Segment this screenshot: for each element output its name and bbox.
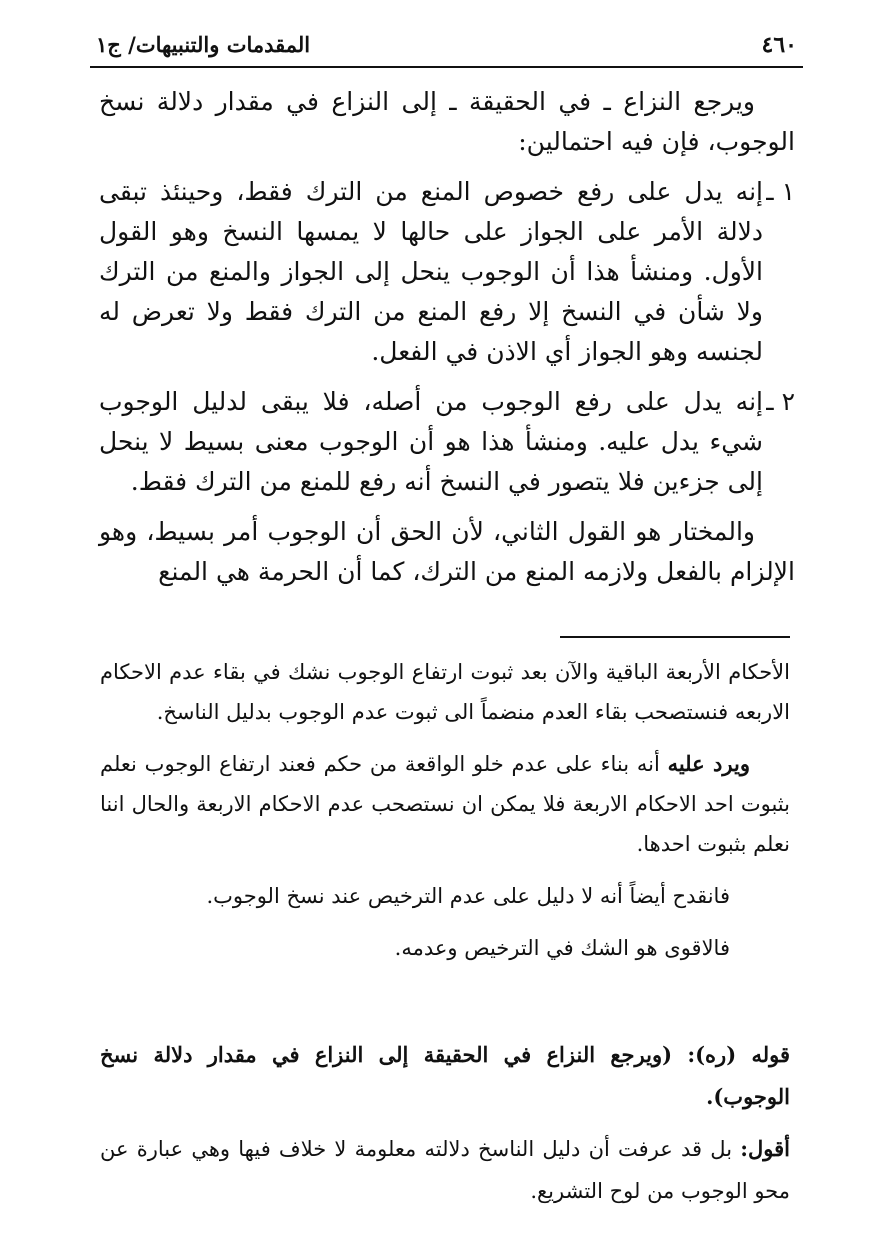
note-paragraph-4: فالاقوى هو الشك في الترخيص وعدمه.: [394, 936, 730, 960]
intro-paragraph: ويرجع النزاع ـ في الحقيقة ـ إلى النزاع في مقدار دلالة نسخ الوجوب، فإن فيه احتمالين:: [99, 87, 795, 156]
note-paragraph-2: [100, 744, 790, 864]
note-paragraph-1: الأحكام الأربعة الباقية والآن بعد ثبوت ارتفاع الوجوب نشك في بقاء عدم الاحكام الاربعه فنستصحب بقاء العدم منضماً الى ثبوت عدم الوجوب بدليل الناسخ.: [100, 660, 790, 724]
note-2-lead: ويرد عليه: [667, 751, 750, 776]
running-title: المقدمات والتنبيهات/ ج١: [96, 32, 311, 57]
numbered-item-2: [99, 382, 795, 502]
page-header: [90, 30, 803, 68]
item-2-text: إنه يدل على رفع الوجوب من أصله، فلا يبقى لدليل الوجوب شيء يدل عليه. ومنشأ هذا هو أن الوجوب معنى بسيط لا ينحل إلى جزءين فلا يتصور في النسخ أنه رفع للمنع من الترك فقط.: [99, 387, 763, 496]
main-text: [99, 82, 795, 602]
numbered-item-1: [99, 172, 795, 372]
reply-lead: أقول:: [740, 1136, 790, 1161]
commentary-section: [100, 1034, 790, 1222]
footnote-divider: [560, 636, 790, 638]
note-2-text: أنه بناء على عدم خلو الواقعة من حكم فعند ارتفاع الوجوب نعلم بثبوت احد الاحكام الاربعة فلا يمكن ان نستصحب عدم الاحكام الاربعة والحال اننا نعلم بثبوت احدها.: [100, 752, 790, 856]
conclusion-paragraph: والمختار هو القول الثاني، لأن الحق أن الوجوب أمر بسيط، وهو الإلزام بالفعل ولازمه المنع من الترك، كما أن الحرمة هي المنع: [99, 517, 795, 586]
quote-paragraph: قوله (ره): (ويرجع النزاع في الحقيقة إلى النزاع في مقدار دلالة نسخ الوجوب).: [100, 1042, 790, 1109]
item-1-number: ١ ـ: [766, 177, 795, 206]
reply-text: بل قد عرفت أن دليل الناسخ دلالته معلومة لا خلاف فيها وهي عبارة عن محو الوجوب من لوح التشريع.: [100, 1137, 790, 1203]
item-1-text: إنه يدل على رفع خصوص المنع من الترك فقط، وحينئذ تبقى دلالة الأمر على الجواز على حالها لا يمسها النسخ وهو القول الأول. ومنشأ هذا أن الوجوب ينحل إلى الجواز والمنع من الترك ولا شأن في النسخ إلا رفع المنع من الترك فقط ولا تعرض له لجنسه وهو الجواز أي الاذن في الفعل.: [99, 177, 763, 366]
page-number: ٤٦٠: [761, 32, 797, 58]
item-2-number: ٢ ـ: [766, 387, 795, 416]
footnote-section: [100, 652, 790, 980]
reply-paragraph: [100, 1128, 790, 1212]
note-paragraph-3: فانقدح أيضاً أنه لا دليل على عدم الترخيص عند نسخ الوجوب.: [206, 884, 730, 908]
